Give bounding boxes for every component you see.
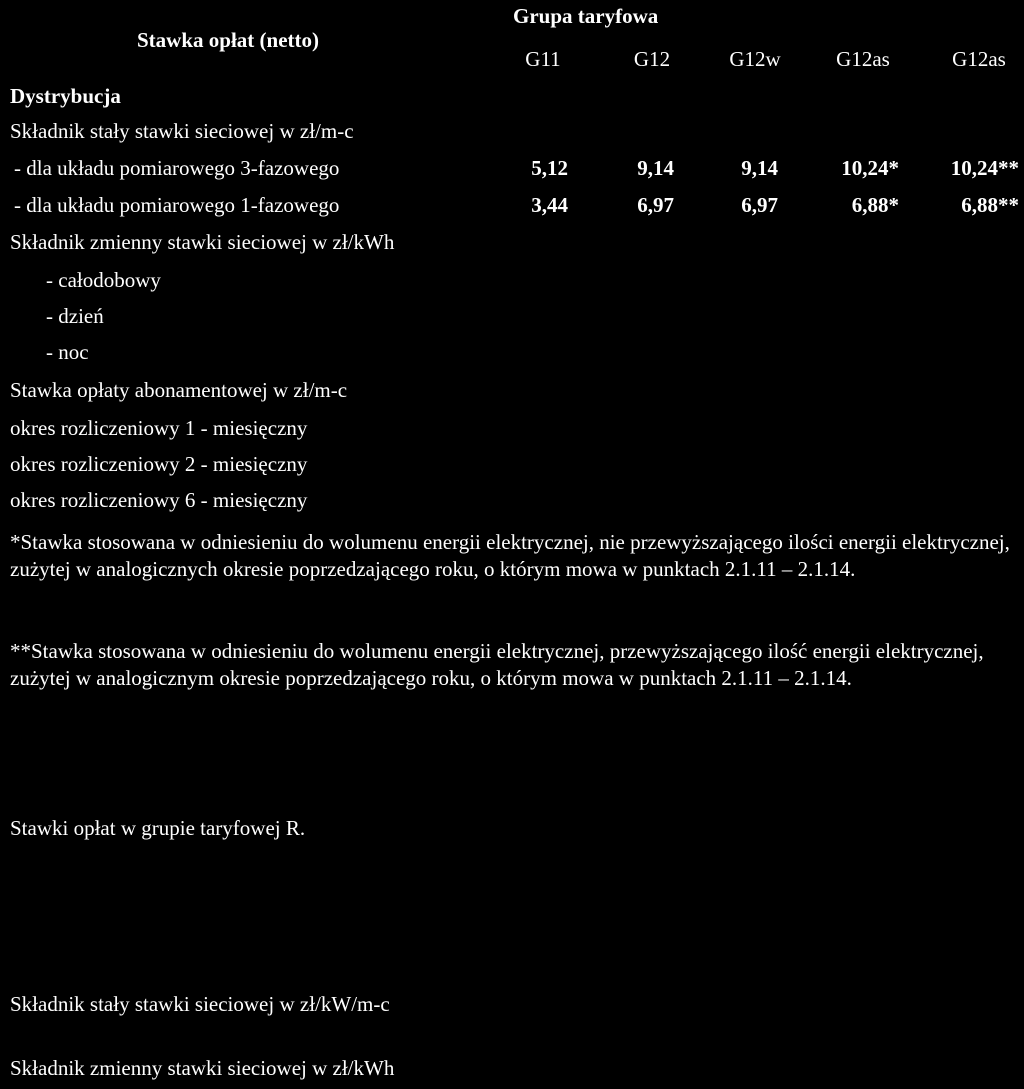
footnote-double-asterisk: **Stawka stosowana w odniesieniu do wolumenu energii elektrycznej, przewyższającego ilość energii elektrycznej, zużytej w analogicznym okresie poprzedzającego roku, o którym mowa w punktach 2.1.11 – 2.1.14. bbox=[10, 639, 984, 690]
value-cell: 10,24** bbox=[950, 156, 1019, 180]
value-cell: 9,14 bbox=[741, 156, 778, 180]
value-cell: 3,44 bbox=[531, 193, 568, 217]
billing-period-1: okres rozliczeniowy 1 - miesięczny bbox=[10, 416, 308, 440]
variable-item-all-day: - całodobowy bbox=[46, 268, 161, 292]
column-header-g12as-2: G12as bbox=[952, 47, 1006, 71]
variable-item-night: - noc bbox=[46, 340, 89, 364]
column-header-g12w: G12w bbox=[729, 47, 781, 71]
value-cell: 6,97 bbox=[741, 193, 778, 217]
footnote-single-asterisk: *Stawka stosowana w odniesieniu do wolumenu energii elektrycznej, nie przewyższającego ilości energii elektrycznej, zużytej w analogicznych okresie poprzedzającego roku, o którym mowa w punktach 2.1.11 – 2.1.14. bbox=[10, 530, 1010, 581]
value-cell: 6,88* bbox=[851, 193, 899, 217]
billing-period-2: okres rozliczeniowy 2 - miesięczny bbox=[10, 452, 308, 476]
fixed-component-label: Składnik stały stawki sieciowej w zł/m-c bbox=[10, 119, 354, 143]
row-label-3-phase: - dla układu pomiarowego 3-fazowego bbox=[14, 156, 340, 180]
value-cell: 6,97 bbox=[637, 193, 674, 217]
column-header-g11: G11 bbox=[525, 47, 561, 71]
group-r-title: Stawki opłat w grupie taryfowej R. bbox=[10, 816, 306, 840]
subscription-label: Stawka opłaty abonamentowej w zł/m-c bbox=[10, 378, 348, 402]
group-r-fixed-label: Składnik stały stawki sieciowej w zł/kW/m-c bbox=[10, 992, 390, 1016]
value-cell: 5,12 bbox=[531, 156, 568, 180]
row-label-1-phase: - dla układu pomiarowego 1-fazowego bbox=[14, 193, 340, 217]
value-cell: 10,24* bbox=[841, 156, 899, 180]
section-distribution: Dystrybucja bbox=[10, 84, 121, 108]
billing-period-6: okres rozliczeniowy 6 - miesięczny bbox=[10, 488, 308, 512]
variable-item-day: - dzień bbox=[46, 304, 104, 328]
header-group-label: Grupa taryfowa bbox=[513, 4, 659, 28]
variable-component-label: Składnik zmienny stawki sieciowej w zł/kWh bbox=[10, 230, 395, 254]
value-cell: 9,14 bbox=[637, 156, 674, 180]
column-header-g12: G12 bbox=[633, 47, 671, 71]
group-r-variable-label: Składnik zmienny stawki sieciowej w zł/kWh bbox=[10, 1056, 395, 1080]
header-left-label: Stawka opłat (netto) bbox=[137, 28, 319, 52]
value-cell: 6,88** bbox=[961, 193, 1019, 217]
column-header-g12as: G12as bbox=[836, 47, 890, 71]
